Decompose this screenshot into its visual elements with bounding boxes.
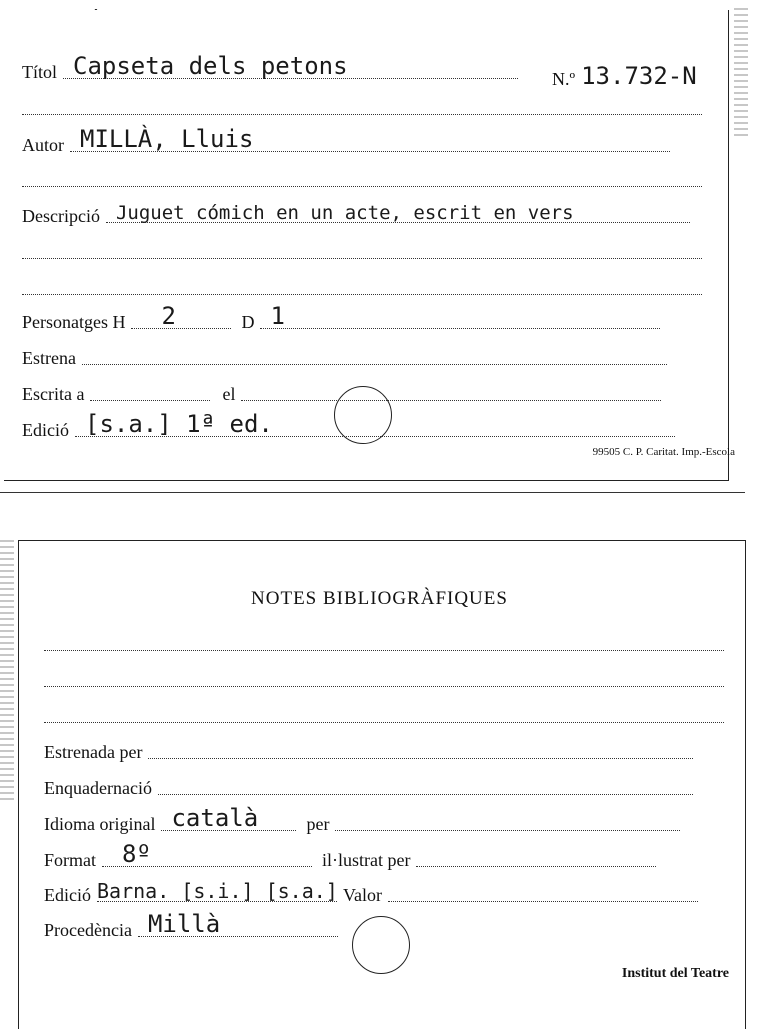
card-separator <box>0 492 745 493</box>
edicio-label: Edició <box>22 420 69 440</box>
procedencia-row <box>44 910 338 941</box>
punch-hole <box>334 386 392 444</box>
scan-edge-left <box>0 540 14 800</box>
edicio2-label: Edició <box>44 885 91 905</box>
procedencia-label: Procedència <box>44 920 132 940</box>
escrita-label: Escrita a <box>22 384 85 404</box>
valor-label: Valor <box>343 885 382 905</box>
autor-value: MILLÀ, Lluis <box>80 125 254 153</box>
num-label: N.º <box>552 69 576 89</box>
punch-hole-2 <box>352 916 410 974</box>
personatges-d-label: D <box>241 312 255 332</box>
edicio2-row <box>44 879 698 906</box>
personatges-row <box>22 302 660 333</box>
idioma-row <box>44 804 680 835</box>
estrena-label: Estrena <box>22 348 76 368</box>
num-value: 13.732-N <box>581 62 697 90</box>
personatges-d-value: 1 <box>270 302 285 330</box>
titol-label: Títol <box>22 62 57 82</box>
format-il-label: il·lustrat per <box>322 850 411 870</box>
printer-imprint: 99505 C. P. Caritat. Imp.-Escola <box>592 446 735 458</box>
titol-row <box>22 52 518 83</box>
personatges-label: Personatges H <box>22 312 126 332</box>
enquadernacio-label: Enquadernació <box>44 778 152 798</box>
procedencia-value: Millà <box>147 910 221 938</box>
descripcio-value: Juguet cómich en un acte, escrit en vers <box>115 202 574 224</box>
edicio-value: [s.a.] 1ª ed. <box>85 410 273 438</box>
idioma-per-label: per <box>306 814 330 834</box>
scan-edge-right <box>734 8 748 138</box>
enquadernacio-row <box>44 778 693 799</box>
idioma-label: Idioma original <box>44 814 156 834</box>
format-label: Format <box>44 850 96 870</box>
notes-title: NOTES BIBLIOGRÀFIQUES <box>251 588 508 609</box>
idioma-value: català <box>171 804 259 832</box>
format-value: 8º <box>122 840 151 868</box>
descripcio-row <box>22 202 690 227</box>
descripcio-label: Descripció <box>22 206 100 226</box>
personatges-h-value: 2 <box>161 302 176 330</box>
institut-imprint: Institut del Teatre <box>621 966 729 981</box>
edicio2-value: Barna. [s.i.] [s.a.] <box>97 879 338 903</box>
num-row <box>552 62 697 90</box>
estrena-row <box>22 348 667 369</box>
autor-row <box>22 125 670 156</box>
titol-value: Capseta dels petons <box>73 52 348 80</box>
format-row <box>44 840 656 871</box>
estrenada-row <box>44 742 693 763</box>
escrita-el-label: el <box>222 384 236 404</box>
estrenada-label: Estrenada per <box>44 742 143 762</box>
autor-label: Autor <box>22 135 64 155</box>
